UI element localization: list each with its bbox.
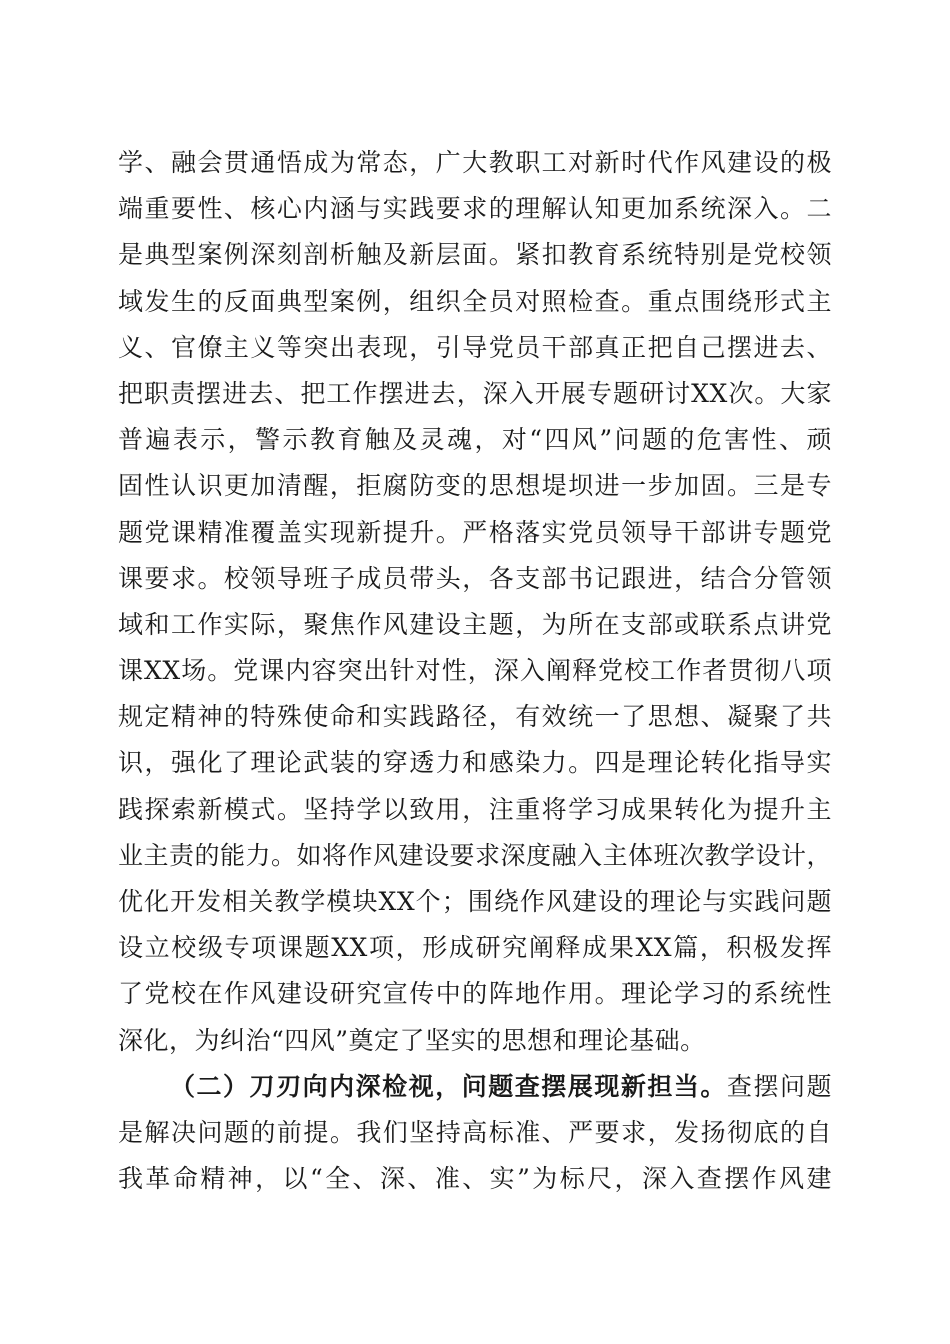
text-line: 了党校在作风建设研究宣传中的阵地作用。理论学习的系统性 (118, 979, 832, 1009)
text-line: 域发生的反面典型案例，组织全员对照检查。重点围绕形式主 (118, 286, 832, 316)
text-line: 深化，为纠治“四风”奠定了坚实的思想和理论基础。 (118, 1025, 706, 1055)
text-line: 义、官僚主义等突出表现，引导党员干部真正把自己摆进去、 (118, 332, 832, 362)
text-line: 普遍表示，警示教育触及灵魂，对“四风”问题的危害性、顽 (118, 425, 832, 455)
text-line: 是典型案例深刻剖析触及新层面。紧扣教育系统特别是党校领 (118, 240, 832, 270)
text-line: 我革命精神，以“全、深、准、实”为标尺，深入查摆作风建 (118, 1164, 832, 1194)
text-line: 把职责摆进去、把工作摆进去，深入开展专题研讨XX次。大家 (118, 378, 832, 408)
text-line: 业主责的能力。如将作风建设要求深度融入主体班次教学设计， (118, 840, 833, 870)
text-line: 域和工作实际，聚焦作风建设主题，为所在支部或联系点讲党 (118, 609, 832, 639)
text-line: 规定精神的特殊使命和实践路径，有效统一了思想、凝聚了共 (118, 702, 832, 732)
text-line: 优化开发相关教学模块XX个；围绕作风建设的理论与实践问题 (118, 887, 832, 916)
text-line: 课XX场。党课内容突出针对性，深入阐释党校工作者贯彻八项 (118, 656, 832, 686)
text-line: 课要求。校领导班子成员带头，各支部书记跟进，结合分管领 (118, 563, 832, 593)
paragraph-1 (118, 140, 832, 1064)
text-line: 固性认识更加清醒，拒腐防变的思想堤坝进一步加固。三是专 (118, 471, 832, 501)
text-line: 设立校级专项课题XX项，形成研究阐释成果XX篇，积极发挥 (118, 933, 832, 963)
text-fragment: 查摆问题 (726, 1071, 832, 1101)
text-line: 践探索新模式。坚持学以致用，注重将学习成果转化为提升主 (118, 794, 832, 824)
text-line: 识，强化了理论武装的穿透力和感染力。四是理论转化指导实 (118, 748, 832, 778)
text-line: 是解决问题的前提。我们坚持高标准、严要求，发扬彻底的自 (118, 1117, 832, 1147)
document-body (118, 140, 832, 1202)
paragraph-2 (118, 1064, 832, 1203)
text-line: 端重要性、核心内涵与实践要求的理解认知更加系统深入。二 (118, 194, 832, 224)
text-line: 题党课精准覆盖实现新提升。严格落实党员领导干部讲专题党 (118, 517, 832, 547)
text-line: 学、融会贯通悟成为常态，广大教职工对新时代作风建设的极 (118, 148, 832, 177)
section-heading-line (118, 1064, 832, 1110)
section-heading: （二）刀刃向内深检视，问题查摆展现新担当。 (170, 1071, 727, 1101)
